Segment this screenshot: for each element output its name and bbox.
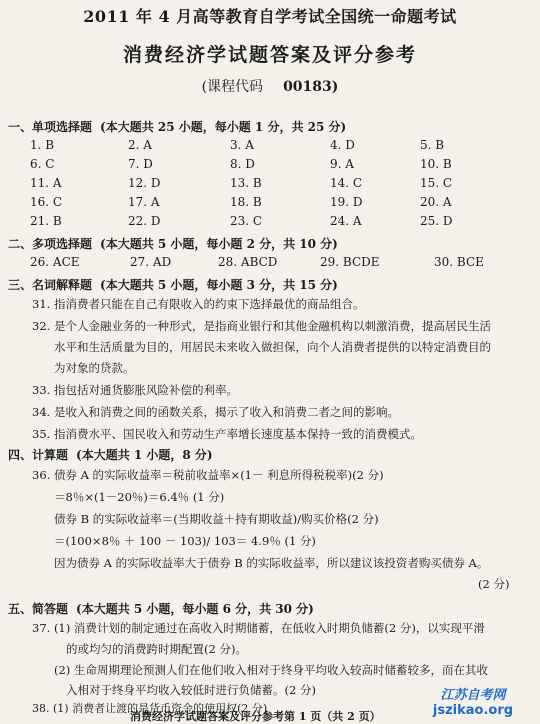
answer-item: 25. D — [420, 214, 453, 228]
section-multiple-choice-heading — [8, 235, 338, 252]
answer-line: 债券 B 的实际收益率＝(当期收益＋持有期收益)/购买价格(2 分) — [54, 512, 379, 526]
answer-line: 因为债券 A 的实际收益率大于债券 B 的实际收益率，所以建议该投资者购买债券 A。 — [54, 556, 489, 570]
answer-line: 入相对于终身平均收入较低时进行负储蓄。(2 分) — [66, 683, 316, 697]
answer-item: 23. C — [230, 214, 263, 228]
answer-item: 21. B — [30, 214, 62, 228]
section-single-choice-heading — [8, 118, 346, 135]
section-note: (本大题共 1 小题，8 分) — [76, 448, 213, 462]
answer-line: 33. 指包括对通货膨胀风险补偿的利率。 — [32, 383, 238, 397]
answer-item: 24. A — [330, 214, 362, 228]
answer-item: 10. B — [420, 157, 452, 171]
course-code-line — [0, 76, 540, 96]
answer-item: 20. A — [420, 195, 452, 209]
section-title: 三、名词解释题 — [8, 278, 93, 292]
watermark-line1: 江苏自考网 — [440, 688, 506, 703]
answer-item: 11. A — [30, 176, 62, 190]
section-title: 二、多项选择题 — [8, 237, 93, 251]
page-footer: 消费经济学试题答案及评分参考第 1 页（共 2 页） — [130, 710, 381, 723]
section-calculation-heading — [8, 446, 213, 463]
answer-item: 16. C — [30, 195, 63, 209]
answer-line: (2 分) — [478, 577, 510, 591]
answer-item: 8. D — [230, 157, 255, 171]
site-watermark-logo — [410, 684, 536, 718]
section-title: 一、单项选择题 — [8, 120, 93, 134]
answer-item: 15. C — [420, 176, 453, 190]
document-title: 消费经济学试题答案及评分参考 — [122, 44, 417, 66]
answer-line: 水平和生活质量为目的，用居民未来收入做担保，向个人消费者提供的以特定消费目的 — [54, 340, 491, 354]
answer-item: 13. B — [230, 176, 262, 190]
answer-line: 的或均匀的消费跨时期配置(2 分)。 — [66, 642, 247, 656]
section-definitions-heading — [8, 276, 338, 293]
answer-item: 14. C — [330, 176, 363, 190]
answer-item: 28. ABCD — [218, 255, 278, 269]
course-code: 00183) — [283, 79, 339, 95]
answer-item: 19. D — [330, 195, 363, 209]
answer-line: ＝(100×8％ ＋ 100 － 103)/ 103＝ 4.9％ (1 分) — [54, 534, 316, 548]
section-title: 四、计算题 — [8, 448, 69, 462]
answer-line: 36. 债券 A 的实际收益率＝税前收益率×(1－ 利息所得税税率)(2 分) — [32, 468, 384, 482]
answer-row — [30, 255, 510, 273]
answer-row — [30, 138, 510, 156]
answer-line: 34. 是收入和消费之间的函数关系，揭示了收入和消费二者之间的影响。 — [32, 405, 399, 419]
answer-item: 4. D — [330, 138, 355, 152]
section-title: 五、简答题 — [8, 602, 69, 616]
answer-item: 18. B — [230, 195, 262, 209]
answer-item: 29. BCDE — [320, 255, 380, 269]
answer-line: ＝8％×(1－20％)＝6.4％ (1 分) — [54, 490, 225, 504]
answer-line: (2) 生命周期理论预测人们在他们收入相对于终身平均收入较高时储蓄较多，而在其收 — [54, 663, 488, 677]
section-note: (本大题共 25 小题，每小题 1 分，共 25 分) — [100, 120, 347, 134]
answer-item: 1. B — [30, 138, 55, 152]
answer-item: 30. BCE — [434, 255, 484, 269]
answer-item: 12. D — [128, 176, 161, 190]
watermark-line2: jszikao.org — [432, 703, 514, 718]
answer-item: 7. D — [128, 157, 153, 171]
answer-line: 38. (1) 消费者让渡的是货币资金的使用权(2 分) — [32, 702, 268, 715]
answer-item: 2. A — [128, 138, 152, 152]
section-note: (本大题共 5 小题，每小题 2 分，共 10 分) — [100, 237, 338, 251]
answer-line: 32. 是个人金融业务的一种形式，是指商业银行和其他金融机构以刺激消费，提高居民生活 — [32, 319, 491, 333]
answer-line: 35. 指消费水平、国民收入和劳动生产率增长速度基本保持一致的消费模式。 — [32, 427, 422, 441]
answer-row — [30, 195, 510, 213]
answer-item: 3. A — [230, 138, 254, 152]
answer-item: 5. B — [420, 138, 445, 152]
section-note: (本大题共 5 小题，每小题 3 分，共 15 分) — [100, 278, 338, 292]
answer-row — [30, 214, 510, 232]
section-short-answer-heading — [8, 600, 314, 617]
answer-item: 17. A — [128, 195, 160, 209]
answer-item: 26. ACE — [30, 255, 80, 269]
answer-item: 22. D — [128, 214, 161, 228]
answer-row — [30, 157, 510, 175]
answer-line: 37. (1) 消费计划的制定通过在高收入时期储蓄，在低收入时期负储蓄(2 分)，以实现平滑 — [32, 621, 485, 635]
section-note: (本大题共 5 小题，每小题 6 分，共 30 分) — [76, 602, 314, 616]
answer-line: 31. 指消费者只能在自己有限收入的约束下选择最优的商品组合。 — [32, 297, 365, 311]
answer-item: 6. C — [30, 157, 55, 171]
course-code-label: (课程代码 — [201, 79, 264, 95]
answer-line: 为对象的贷款。 — [54, 361, 135, 375]
answer-row — [30, 176, 510, 194]
answer-item: 27. AD — [130, 255, 172, 269]
answer-item: 9. A — [330, 157, 354, 171]
exam-title: 2011 年 4 月高等教育自学考试全国统一命题考试 — [83, 7, 457, 26]
